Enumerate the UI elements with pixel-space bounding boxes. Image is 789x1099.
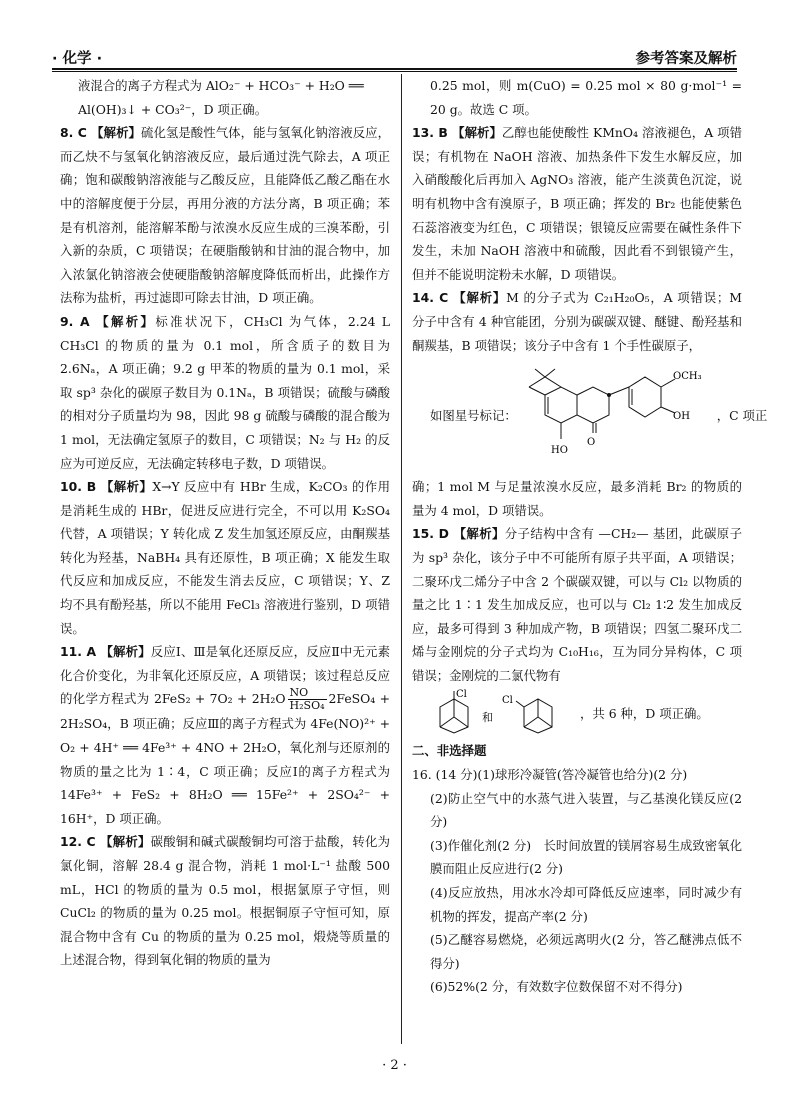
answer-9-head: 9. A 【解析】 — [60, 313, 156, 329]
answer-16-part-6: (6)52%(2 分，有效数字位数保留不对不得分) — [430, 979, 683, 995]
answer-16-part-1: 16. (14 分)(1)球形冷凝管(答冷凝管也给分)(2 分) — [412, 767, 688, 783]
right-column — [412, 74, 768, 999]
condition-bottom: H₂SO₄ — [289, 699, 325, 713]
prev-answer-line-1: 液混合的离子方程式为 AlO₂⁻ + HCO₃⁻ + H₂O ══ — [78, 78, 364, 93]
answer-10-head: 10. B 【解析】 — [60, 479, 153, 495]
answer-12-text: 碳酸铜和碱式碳酸铜均可溶于盐酸，转化为氯化铜，溶解 28.4 g 混合物，消耗 1 mol·L⁻¹ 盐酸 500 mL，HCl 的物质的量为 0.5 mol，根据氯原子守恒，则 CuCl₂ 的物质的量为 0.25 mol。根据铜原子守恒可知，原混合物中含有 Cu 的物质的量为 0.25 mol，煅烧等质量的上述混合物，得到氧化铜的物质的量为 — [60, 834, 391, 968]
answer-11 — [60, 640, 390, 830]
molecule-m-row — [412, 357, 768, 475]
prev-answer-line-2: Al(OH)₃↓ + CO₃²⁻，D 项正确。 — [78, 101, 268, 117]
condition-top: NO — [288, 687, 327, 700]
page-number: · 2 · — [382, 1058, 407, 1073]
answer-13-head: 13. B 【解析】 — [412, 125, 502, 141]
answer-11-head: 11. A 【解析】 — [60, 644, 151, 660]
cl-label-2: Cl — [502, 695, 513, 707]
answer-9-text: 标准状况下，CH₃Cl 为气体，2.24 L CH₃Cl 的物质的量为 0.1 mol，所含质子的数目为 2.6Nₐ，A 项正确；9.2 g 甲苯的物质的量为 0.1 mol，采取 sp³ 杂化的碳原子数目为 0.1Nₐ，B 项错误；硫酸与磷酸的相对分子质量均为 98，因此 98 g 硫酸与磷酸的混合酸为 1 mol，无法确定氢原子的数目，C 项错误；N₂ 与 H₂ 的反应为可逆反应，无法确定转移电子数，D 项错误。 — [60, 313, 391, 471]
answer-15-text-a: 分子结构中含有 —CH₂— 基团，此碳原子为 sp³ 杂化，该分子中不可能所有原子共平面，A 项错误；二聚环戊二烯分子中含 2 个碳碳双键，可以与 Cl₂ 以物质的量之比 1∶1 发生加成反应，也可以与 Cl₂ 1∶2 发生加成反应，最多可得到 3 种加成产物，B 项错误；四氢二聚环戊二烯与金刚烷的分子式均为 C₁₀H₁₆，互为同分异构体，C 项错误；金刚烷的二氯代物有 — [412, 526, 742, 683]
answer-13-text: 乙醇也能使酸性 KMnO₄ 溶液褪色，A 项错误；有机物在 NaOH 溶液、加热条件下发生水解反应，加入硝酸酸化后再加入 AgNO₃ 溶液，能产生淡黄色沉淀，说明有机物中含有溴原子，B 项正确；挥发的 Br₂ 也能使紫色石蕊溶液变为红色，C 项错误；银镜反应需要在碱性条件下发生，未加 NaOH 溶液中和硫酸，因此看不到银镜产生，但并不能说明淀粉未水解，D 项错误。 — [412, 125, 742, 282]
hydroxy-label: OH — [672, 411, 690, 423]
page-header — [52, 42, 737, 68]
answer-13 — [412, 121, 742, 286]
answer-11-text-a: 反应Ⅰ、Ⅲ是氧化还原反应，反应Ⅱ中无元素化合价变化，为非氧化还原反应，A 项错误；该过程总反应的化学方程式为 2FeS₂ + 7O₂ + 2H₂O — [60, 644, 391, 707]
cl-label-1: Cl — [456, 689, 467, 701]
answer-14-text-a: M 的分子式为 C₂₁H₂₀O₅，A 项错误；M 分子中含有 4 种官能团，分别为碳碳双键、醚键、酚羟基和酮羰基，B 项错误；该分子中含有 1 个手性碳原子， — [412, 290, 742, 353]
star-label-suffix: ，C 项正 — [716, 408, 768, 424]
chiral-star-marker — [607, 393, 611, 397]
answer-14 — [412, 286, 742, 357]
reaction-condition — [288, 687, 327, 712]
answer-16-part-4: (4)反应放热，用冰水冷却可降低反应速率，同时减少有机物的挥发，提高产率(2 分) — [430, 885, 742, 924]
answer-12-head: 12. C 【解析】 — [60, 834, 151, 850]
answer-15 — [412, 522, 742, 687]
answer-8 — [60, 121, 390, 310]
and-label: 和 — [482, 711, 493, 725]
phenol-ho-label: HO — [550, 445, 568, 457]
answer-12 — [60, 830, 390, 972]
answer-12-continued: 0.25 mol，则 m(CuO) = 0.25 mol × 80 g·mol⁻¹ = 20 g。故选 C 项。 — [430, 78, 742, 117]
answer-14-tail: 确；1 mol M 与足量浓溴水反应，最多消耗 Br₂ 的物质的量为 4 mol，D 项错误。 — [412, 479, 742, 518]
section-nonchoice-title: 二、非选择题 — [412, 743, 487, 759]
answer-16-part-3: (3)作催化剂(2 分) 长时间放置的镁屑容易生成致密氧化膜而阻止反应进行(2 分) — [430, 837, 742, 877]
answer-8-head: 8. C 【解析】 — [60, 125, 141, 141]
answer-15-head: 15. D 【解析】 — [412, 526, 505, 542]
answer-9 — [60, 310, 390, 475]
header-title: 参考答案及解析 — [635, 51, 737, 67]
subject-label: · 化学 · — [52, 51, 103, 67]
answer-10-text: X→Y 反应中有 HBr 生成，K₂CO₃ 的作用是消耗生成的 HBr，促进反应进行完全，不可以用 K₂SO₄ 代替，A 项错误；Y 转化成 Z 发生加氢还原反应，由酮羰基转化为羟基，NaBH₄ 具有还原性，B 项正确；X 能发生取代反应和加成反应，不能发生消去反应，C 项错误；Y、Z 均不具有酚羟基，所以不能用 FeCl₃ 溶液进行鉴别，D 项错误。 — [60, 479, 390, 636]
molecule-m-structure — [517, 357, 717, 475]
methoxy-label: OCH₃ — [672, 371, 702, 383]
adamantane-dichloride-row — [412, 687, 742, 739]
left-column — [60, 74, 390, 972]
answer-14-head: 14. C 【解析】 — [412, 290, 507, 306]
answer-11-text-b: 2FeSO₄ + 2H₂SO₄，B 项正确；反应Ⅲ的离子方程式为 4Fe(NO)²⁺ + O₂ + 4H⁺ ══ 4Fe³⁺ + 4NO + 2H₂O，氧化剂与还原剂的物质的量之比为 1∶4，C 项正确；反应Ⅰ的离子方程式为 14Fe³⁺ + FeS₂ + 8H₂O ══ 15Fe²⁺ + 2SO₄²⁻ + 16H⁺，D 项正确。 — [60, 691, 390, 826]
header-rule-thin — [52, 71, 737, 72]
answer-16-part-2: (2)防止空气中的水蒸气进入装置，与乙基溴化镁反应(2 分) — [430, 790, 742, 830]
answer-15-tail: ，共 6 种，D 项正确。 — [580, 705, 709, 721]
answer-10 — [60, 475, 390, 640]
answer-16-part-5: (5)乙醚容易燃烧，必须远离明火(2 分，答乙醚沸点低不得分) — [430, 932, 742, 971]
answer-8-text: 硫化氢是酸性气体，能与氢氧化钠溶液反应，而乙炔不与氢氧化钠溶液反应，最后通过洗气除去，A 项正确；饱和碳酸钠溶液能与乙酸反应，且能降低乙酸乙酯在水中的溶解度便于分层，再用分液的方法分离，B 项正确；苯是有机溶剂，能溶解苯酚与浓溴水反应生成的三溴苯酚，引入新的杂质，C 项错误；在硬脂酸钠和甘油的混合物中，加入浓氯化钠溶液会使硬脂酸钠溶解度降低而析出，此操作方法称为盐析，再过滤即可除去甘油，D 项正确。 — [60, 125, 390, 306]
column-divider — [401, 74, 402, 1044]
adamantane-structures — [430, 687, 580, 739]
header-rule — [52, 68, 737, 70]
star-label-prefix: 如图星号标记： — [430, 408, 517, 424]
ketone-o-label: O — [586, 437, 595, 449]
